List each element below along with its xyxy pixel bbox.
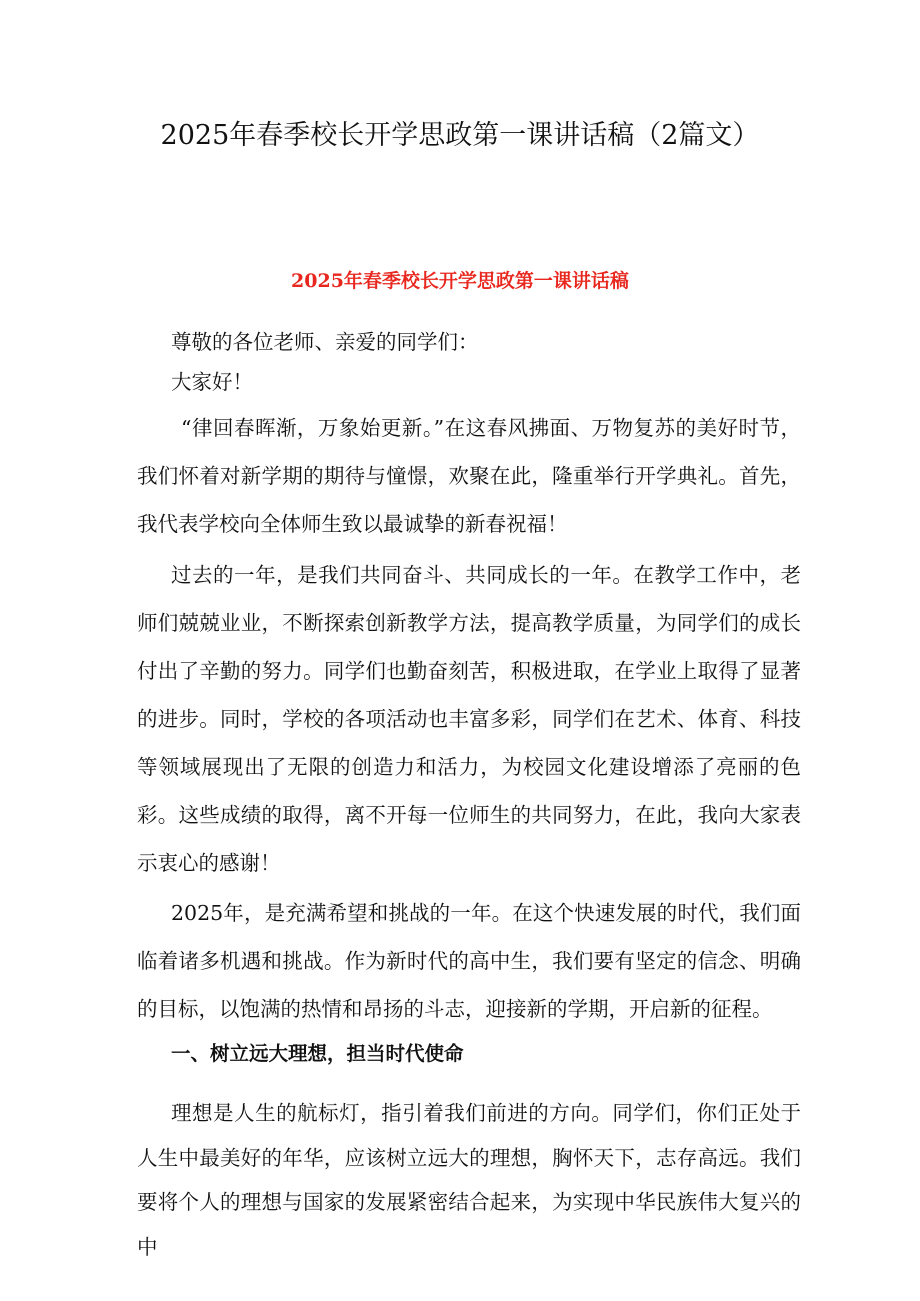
paragraph-opening: “律回春晖渐，万象始更新。”在这春风拂面、万物复苏的美好时节，我们怀着对新学期的期待与憧憬，欢聚在此，隆重举行开学典礼。首先，我代表学校向全体师生致以最诚挚的新春祝福！ [137, 416, 801, 536]
greeting: 大家好！ [171, 370, 253, 394]
paragraph-review: 过去的一年，是我们共同奋斗、共同成长的一年。在教学工作中，老师们兢兢业业，不断探索创新教学方法，提高教学质量，为同学们的成长付出了辛勤的努力。同学们也勤奋刻苦，积极进取，在学业上取得了显著的进步。同时，学校的各项活动也丰富多彩，同学们在艺术、体育、科技等领域展现出了无限的创造力和活力，为校园文化建设增添了亮丽的色彩。这些成绩的取得，离不开每一位师生的共同努力，在此，我向大家表示衷心的感谢！ [137, 563, 801, 875]
paragraph-outlook: 2025年，是充满希望和挑战的一年。在这个快速发展的时代，我们面临着诸多机遇和挑战。作为新时代的高中生，我们要有坚定的信念、明确的目标，以饱满的热情和昂扬的斗志，迎接新的学期，开启新的征程。 [137, 901, 801, 1021]
speech-title: 2025年春季校长开学思政第一课讲话稿 [291, 270, 629, 292]
paragraph-ideal: 理想是人生的航标灯，指引着我们前进的方向。同学们，你们正处于人生中最美好的年华，应该树立远大的理想，胸怀天下，志存高远。我们要将个人的理想与国家的发展紧密结合起来，为实现中华民族伟大复兴的中 [137, 1101, 801, 1259]
section-heading: 一、树立远大理想，担当时代使命 [171, 1042, 464, 1065]
salutation: 尊敬的各位老师、亲爱的同学们： [171, 330, 479, 354]
document-title: 2025年春季校长开学思政第一课讲话稿（2篇文） [160, 120, 760, 151]
